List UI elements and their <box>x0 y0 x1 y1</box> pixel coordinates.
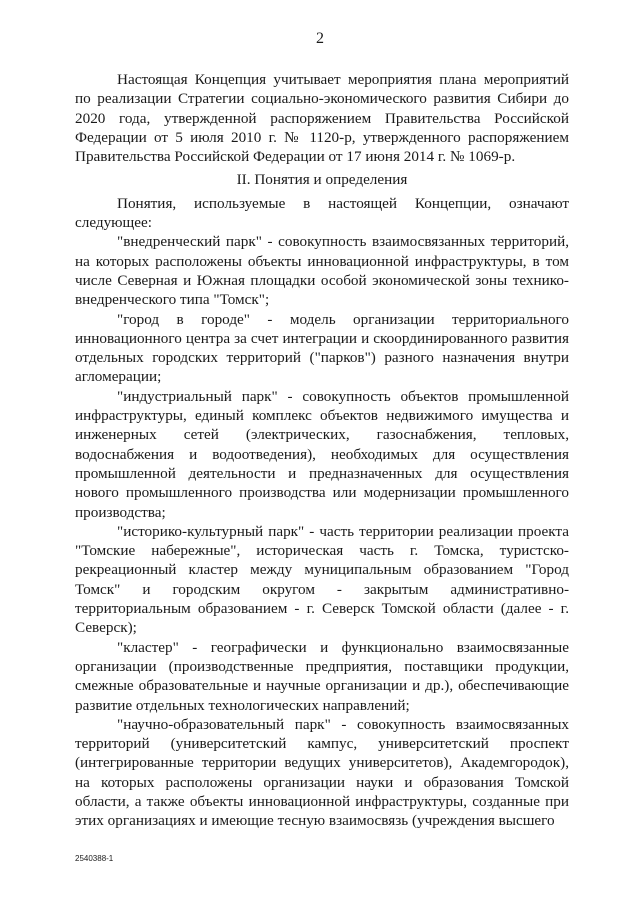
section-heading: II. Понятия и определения <box>236 171 408 189</box>
definition-science-education-park: "научно-образовательный парк" - совокупность взаимосвязанных территорий (университетский кампус, университетский проспект (интегрированные территории ведущих университетов), Академгородок), на которых расположены организации науки и образования Томской области, а также объекты инновационной инфраструктуры, созданные при этих организациях и имеющие тесную взаимосвязь (учреждения высшего <box>75 715 569 830</box>
intro-paragraph: Настоящая Концепция учитывает мероприятия плана мероприятий по реализации Стратегии социально-экономического развития Сибири до 2020 года, утвержденной распоряжением Правительства Российской Федерации от 5 июля 2010 г. № 1120-р, утвержденного распоряжением Правительства Российской Федерации от 17 июня 2014 г. № 1069-р. <box>75 71 569 166</box>
definition-cluster: "кластер" - географически и функционально взаимосвязанные организации (производственные предприятия, поставщики продукции, смежные образовательные и научные организации и др.), обеспечивающие развитие отдельных технологических направлений; <box>75 638 569 714</box>
definitions-lead-paragraph: Понятия, используемые в настоящей Концепции, означают следующее: <box>75 194 569 232</box>
definition-city-in-city: "город в городе" - модель организации территориального инновационного центра за счет интеграции и скоординированного развития отдельных городских территорий ("парков") разного назначения внутри агломерации; <box>75 310 569 386</box>
definition-historical-cultural-park: "историко-культурный парк" - часть территории реализации проекта "Томские набережные", историческая часть г. Томска, туристско-рекреационный кластер между муниципальным образованием "Город Томск" и городским округом - закрытым административно-территориальным образованием - г. Северск Томской области (далее - г. Северск); <box>75 522 569 637</box>
page-number: 2 <box>316 30 324 47</box>
document-code: 2540388-1 <box>75 854 114 863</box>
definition-innovation-park: "внедренческий парк" - совокупность взаимосвязанных территорий, на которых расположены объекты инновационной инфраструктуры, в том числе Северная и Южная площадки особой экономической зоны технико-внедренческого типа "Томск"; <box>75 233 569 309</box>
document-body <box>75 70 569 831</box>
definition-industrial-park: "индустриальный парк" - совокупность объектов промышленной инфраструктуры, единый комплекс объектов недвижимого имущества и инженерных сетей (электрических, газоснабжения, тепловых, водоснабжения и водоотведения), необходимых для осуществления промышленной деятельности и предназначенных для осуществления нового промышленного производства или модернизации промышленного производства; <box>75 387 569 521</box>
